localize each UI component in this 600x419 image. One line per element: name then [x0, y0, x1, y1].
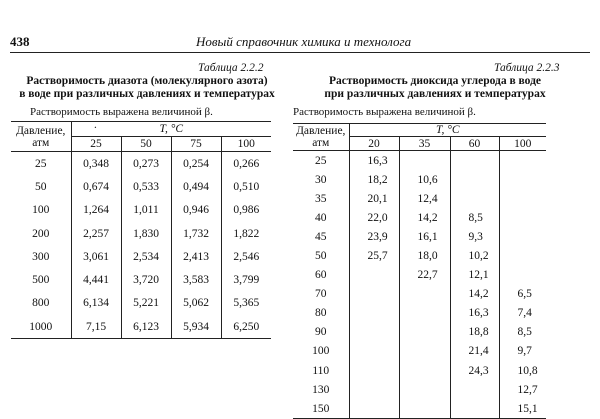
value-cell: 23,9 [349, 227, 399, 246]
table2-title [310, 75, 560, 101]
pressure-cell: 50 [315, 250, 327, 263]
table2-temp-col-60: 60 [450, 137, 499, 151]
value-cell: 24,3 [450, 361, 499, 380]
value-cell [499, 246, 546, 265]
value-cell [499, 227, 546, 246]
table-row [11, 315, 271, 339]
value-cell: 6,134 [71, 292, 121, 315]
pressure-cell: 30 [315, 173, 327, 186]
value-cell: 0,946 [171, 199, 221, 222]
table-row [293, 285, 546, 304]
value-cell: 22,0 [349, 208, 399, 227]
value-cell: 3,583 [171, 268, 221, 291]
value-cell: 0,254 [171, 152, 221, 176]
pressure-cell: 500 [32, 274, 50, 287]
value-cell: 16,3 [349, 151, 399, 171]
pressure-cell: 25 [315, 154, 327, 167]
value-cell [399, 304, 450, 323]
value-cell: 18,8 [450, 323, 499, 342]
table1-temp-header [71, 122, 271, 137]
value-cell [450, 189, 499, 208]
table-row [293, 399, 546, 419]
table-row [293, 361, 546, 380]
value-cell: 12,4 [399, 189, 450, 208]
page-number: 438 [10, 34, 30, 49]
table2-note: Растворимость выражена величиной β. [293, 106, 476, 118]
value-cell: 0,494 [171, 175, 221, 198]
value-cell: 5,221 [121, 292, 171, 315]
table-row [11, 199, 271, 222]
value-cell: 6,250 [221, 315, 271, 339]
value-cell: 18,0 [399, 246, 450, 265]
table1-title-line2: в воде при различных давлениях и температурах [19, 88, 275, 100]
value-cell: 25,7 [349, 246, 399, 265]
pressure-cell: 70 [315, 288, 327, 301]
value-cell: 9,3 [450, 227, 499, 246]
value-cell: 2,257 [71, 222, 121, 245]
value-cell: 0,533 [121, 175, 171, 198]
value-cell: 1,011 [121, 199, 171, 222]
table2-temp-col-20: 20 [349, 137, 399, 151]
table-row [293, 189, 546, 208]
pressure-cell: 80 [315, 307, 327, 320]
pressure-cell: 100 [312, 345, 330, 358]
value-cell: 14,2 [399, 208, 450, 227]
value-cell: 10,8 [499, 361, 546, 380]
value-cell: 0,273 [121, 152, 171, 176]
value-cell: 5,062 [171, 292, 221, 315]
value-cell: 18,2 [349, 170, 399, 189]
value-cell [499, 170, 546, 189]
table1-temp-mark: · [93, 122, 98, 134]
value-cell: 9,7 [499, 342, 546, 361]
value-cell [349, 323, 399, 342]
value-cell: 0,348 [71, 152, 121, 176]
value-cell: 0,266 [221, 152, 271, 176]
pressure-cell: 130 [312, 383, 330, 396]
table1-temp-col-25: 25 [71, 137, 121, 152]
table1-temp-col-50: 50 [121, 137, 171, 152]
value-cell [450, 151, 499, 171]
table1-pressure-header-line2: атм [32, 136, 50, 149]
table2-title-line1: Растворимость диоксида углерода в воде [328, 75, 542, 87]
table1-nitrogen-solubility [11, 121, 271, 339]
pressure-cell: 1000 [29, 320, 53, 333]
table-row [11, 245, 271, 268]
table-row [11, 152, 271, 176]
value-cell: 20,1 [349, 189, 399, 208]
table1-pressure-header [11, 122, 71, 152]
header-rule [10, 52, 590, 53]
value-cell: 15,1 [499, 399, 546, 419]
pressure-cell: 800 [32, 297, 50, 310]
pressure-cell: 45 [315, 230, 327, 243]
table1-note: Растворимость выражена величиной β. [30, 106, 213, 118]
table-row [293, 170, 546, 189]
value-cell [349, 361, 399, 380]
table1-title-line1: Растворимость диазота (молекулярного азота) [26, 75, 268, 87]
value-cell: 0,510 [221, 175, 271, 198]
value-cell: 1,822 [221, 222, 271, 245]
value-cell: 2,546 [221, 245, 271, 268]
value-cell: 10,6 [399, 170, 450, 189]
value-cell [499, 208, 546, 227]
table-row [293, 246, 546, 265]
pressure-cell: 110 [312, 364, 330, 377]
value-cell [399, 361, 450, 380]
value-cell [399, 323, 450, 342]
table2-temp-header-text: T, °C [435, 124, 460, 136]
value-cell [450, 380, 499, 399]
value-cell [349, 342, 399, 361]
pressure-cell: 200 [32, 227, 50, 240]
pressure-cell: 50 [35, 180, 47, 193]
value-cell: 2,534 [121, 245, 171, 268]
value-cell [349, 399, 399, 419]
value-cell: 14,2 [450, 285, 499, 304]
table-row [293, 304, 546, 323]
table1-title [12, 75, 282, 101]
value-cell [399, 380, 450, 399]
table2-label: Таблица 2.2.3 [494, 62, 560, 74]
table-row [11, 175, 271, 198]
value-cell [450, 399, 499, 419]
table2-title-line2: при различных давлениях и температурах [324, 88, 546, 100]
value-cell: 8,5 [499, 323, 546, 342]
value-cell [450, 170, 499, 189]
value-cell [399, 151, 450, 171]
value-cell: 0,986 [221, 199, 271, 222]
table2-pressure-header [293, 124, 349, 151]
table1-pressure-header-line1: Давление, [16, 124, 66, 137]
pressure-cell: 25 [35, 157, 47, 170]
table-row [293, 323, 546, 342]
table-row [11, 268, 271, 291]
value-cell: 16,3 [450, 304, 499, 323]
value-cell [399, 399, 450, 419]
pressure-cell: 150 [312, 402, 330, 415]
table-row [293, 266, 546, 285]
table-row [293, 342, 546, 361]
table-row [293, 380, 546, 399]
value-cell: 6,123 [121, 315, 171, 339]
value-cell: 7,15 [71, 315, 121, 339]
value-cell: 3,720 [121, 268, 171, 291]
value-cell: 4,441 [71, 268, 121, 291]
value-cell: 3,061 [71, 245, 121, 268]
pressure-cell: 40 [315, 211, 327, 224]
value-cell [349, 285, 399, 304]
value-cell [399, 285, 450, 304]
value-cell: 10,2 [450, 246, 499, 265]
table1-temp-col-75: 75 [171, 137, 221, 152]
table2-temp-col-35: 35 [399, 137, 450, 151]
table-row [11, 222, 271, 245]
value-cell: 22,7 [399, 266, 450, 285]
table2-temp-header [349, 124, 546, 137]
value-cell: 0,674 [71, 175, 121, 198]
table2-pressure-header-line2: атм [312, 137, 330, 149]
table1-temp-col-100: 100 [221, 137, 271, 152]
table2-co2-solubility [293, 123, 546, 419]
value-cell [399, 342, 450, 361]
value-cell: 1,732 [171, 222, 221, 245]
table2-temp-col-100: 100 [499, 137, 546, 151]
value-cell: 1,830 [121, 222, 171, 245]
value-cell [499, 151, 546, 171]
table-row [293, 208, 546, 227]
value-cell: 5,365 [221, 292, 271, 315]
value-cell [499, 189, 546, 208]
value-cell: 6,5 [499, 285, 546, 304]
value-cell [349, 304, 399, 323]
value-cell: 8,5 [450, 208, 499, 227]
value-cell [349, 266, 399, 285]
value-cell: 1,264 [71, 199, 121, 222]
table-row [293, 227, 546, 246]
value-cell: 16,1 [399, 227, 450, 246]
value-cell: 5,934 [171, 315, 221, 339]
pressure-cell: 60 [315, 269, 327, 282]
value-cell: 7,4 [499, 304, 546, 323]
value-cell: 12,1 [450, 266, 499, 285]
value-cell: 3,799 [221, 268, 271, 291]
table-row [11, 292, 271, 315]
pressure-cell: 100 [32, 204, 50, 217]
table1-label: Таблица 2.2.2 [198, 62, 264, 74]
value-cell [349, 380, 399, 399]
table1-temp-header-text: T, °C [159, 123, 184, 135]
value-cell: 2,413 [171, 245, 221, 268]
pressure-cell: 300 [32, 250, 50, 263]
pressure-cell: 90 [315, 326, 327, 339]
pressure-cell: 35 [315, 192, 327, 205]
table2-pressure-header-line1: Давление, [296, 125, 346, 137]
value-cell: 21,4 [450, 342, 499, 361]
table-row [293, 151, 546, 171]
running-title: Новый справочник химика и технолога [196, 34, 412, 49]
value-cell [499, 266, 546, 285]
value-cell: 12,7 [499, 380, 546, 399]
